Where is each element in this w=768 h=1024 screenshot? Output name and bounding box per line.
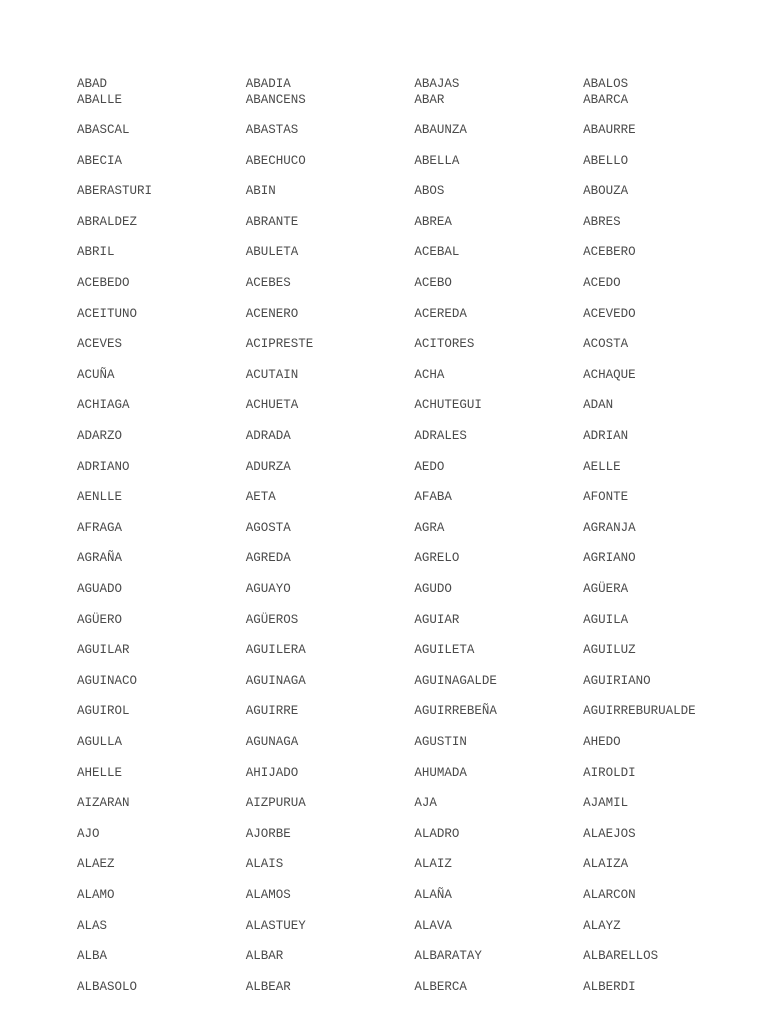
surname-entry: AGUIAR bbox=[414, 612, 460, 627]
surname-entry: ALADRO bbox=[414, 826, 460, 841]
surname-entry: AGUIRREBEÑA bbox=[414, 704, 497, 719]
surname-entry: ALBERCA bbox=[414, 979, 467, 994]
surname-entry: ABAURRE bbox=[583, 123, 636, 138]
surname-entry: ALARCON bbox=[583, 887, 636, 902]
surname-entry: AGUADO bbox=[77, 582, 123, 596]
list-row bbox=[77, 949, 757, 980]
surname-entry: ALBASOLO bbox=[77, 979, 138, 994]
surname-entry: AGUILAR bbox=[77, 643, 130, 658]
surname-entry: ABIN bbox=[245, 184, 276, 199]
surname-entry: ACEREDA bbox=[414, 306, 467, 321]
surname-entry: AENLLE bbox=[77, 490, 123, 505]
surname-entry: AHIJADO bbox=[245, 765, 299, 780]
list-row bbox=[77, 77, 757, 93]
surname-entry: AFABA bbox=[414, 490, 452, 505]
surname-entry: AGUILUZ bbox=[583, 643, 636, 658]
surname-entry: ACEBEDO bbox=[77, 276, 130, 291]
surname-entry: ABECHUCO bbox=[245, 153, 306, 168]
surname-entry: ABANCENS bbox=[245, 92, 306, 107]
surname-entry: ABRIL bbox=[77, 245, 115, 260]
surname-entry: AGUILERA bbox=[245, 643, 306, 658]
surname-entry: AETA bbox=[245, 490, 276, 505]
list-row bbox=[77, 551, 757, 582]
surname-entry: ACITORES bbox=[414, 337, 475, 352]
list-row bbox=[77, 184, 757, 215]
surname-entry: AGUIRRE bbox=[245, 704, 299, 719]
surname-entry: ALAÑA bbox=[414, 887, 452, 902]
surname-entry: AIROLDI bbox=[583, 765, 636, 780]
surname-entry: ABAJAS bbox=[414, 77, 460, 91]
surname-entry: AHEDO bbox=[583, 734, 621, 749]
surname-entry: ABASTAS bbox=[245, 123, 299, 138]
surname-entry: AGREDA bbox=[245, 551, 291, 566]
surname-entry: AGULLA bbox=[77, 734, 123, 749]
surname-entry: AFRAGA bbox=[77, 520, 123, 535]
surname-entry: AEDO bbox=[414, 459, 445, 474]
surname-entry: AIZPURUA bbox=[245, 796, 306, 811]
surname-entry: AGÜERA bbox=[583, 582, 629, 596]
surname-entry: AGRA bbox=[414, 520, 445, 535]
surname-entry: ABAUNZA bbox=[414, 123, 467, 138]
surname-entry: AFONTE bbox=[583, 490, 629, 505]
surname-entry: ADRALES bbox=[414, 429, 467, 444]
surname-entry: ACEDO bbox=[583, 276, 621, 291]
list-row bbox=[77, 643, 757, 674]
surname-entry: AJAMIL bbox=[583, 796, 629, 811]
surname-entry: ACHA bbox=[414, 367, 445, 382]
surname-entry: ACEBO bbox=[414, 276, 452, 291]
list-row bbox=[77, 460, 757, 491]
surname-entry: ACEBAL bbox=[414, 245, 460, 260]
surname-entry: ABERASTURI bbox=[77, 184, 153, 199]
surname-entry: AGUILETA bbox=[414, 643, 475, 658]
surname-entry: ALAVA bbox=[414, 918, 452, 933]
surname-entry: ABALLE bbox=[77, 92, 123, 107]
surname-entry: AHUMADA bbox=[414, 765, 467, 780]
list-row bbox=[77, 857, 757, 888]
surname-entry: AGOSTA bbox=[245, 520, 291, 535]
surname-entry: ACEVES bbox=[77, 337, 123, 352]
list-row bbox=[77, 674, 757, 705]
surname-entry: ABELLA bbox=[414, 153, 460, 168]
surname-entry: ACHUTEGUI bbox=[414, 398, 482, 413]
surname-entry: ABADIA bbox=[245, 77, 291, 91]
list-row bbox=[77, 704, 757, 735]
list-row bbox=[77, 490, 757, 521]
list-row bbox=[77, 123, 757, 154]
surname-entry: ABOS bbox=[414, 184, 445, 199]
surname-entry: AGÜEROS bbox=[245, 612, 299, 627]
surname-entry: ALAEJOS bbox=[583, 826, 636, 841]
surname-entry: AJO bbox=[77, 826, 100, 841]
list-row bbox=[77, 276, 757, 307]
list-row bbox=[77, 307, 757, 338]
surname-entry: ALBA bbox=[77, 949, 108, 964]
surname-entry: ACOSTA bbox=[583, 337, 629, 352]
surname-entry: AGUINACO bbox=[77, 673, 138, 688]
surname-entry: AJORBE bbox=[245, 826, 291, 841]
list-row bbox=[77, 154, 757, 185]
surname-entry: AGUILA bbox=[583, 612, 629, 627]
surname-entry: ABALOS bbox=[583, 77, 629, 91]
list-row bbox=[77, 582, 757, 613]
surname-entry: AGUNAGA bbox=[245, 734, 299, 749]
surname-entry: AGUSTIN bbox=[414, 734, 467, 749]
surname-entry: AGUINAGA bbox=[245, 673, 306, 688]
surname-entry: ALBARELLOS bbox=[583, 949, 659, 964]
surname-entry: ACEVEDO bbox=[583, 306, 636, 321]
surname-entry: ALBERDI bbox=[583, 979, 636, 994]
surname-entry: AGRELO bbox=[414, 551, 460, 566]
surname-entry: ABRALDEZ bbox=[77, 214, 138, 229]
surname-entry: ADRIAN bbox=[583, 429, 629, 444]
surname-entry: AGUIRIANO bbox=[583, 673, 651, 688]
surname-entry: AHELLE bbox=[77, 765, 123, 780]
list-row bbox=[77, 613, 757, 644]
surname-entry: ABREA bbox=[414, 214, 452, 229]
surname-entry: ACEITUNO bbox=[77, 306, 138, 321]
list-row bbox=[77, 368, 757, 399]
surname-entry: ABAD bbox=[77, 77, 108, 91]
surname-entry: ALAYZ bbox=[583, 918, 621, 933]
surname-entry: ADURZA bbox=[245, 459, 291, 474]
surname-entry: ABECIA bbox=[77, 153, 123, 168]
surname-entry: ALAIZA bbox=[583, 857, 629, 872]
surname-entry: ACUÑA bbox=[77, 367, 115, 382]
surname-entry: ABRES bbox=[583, 214, 621, 229]
surname-entry: ABARCA bbox=[583, 92, 629, 107]
surname-entry: AGRIANO bbox=[583, 551, 636, 566]
surname-entry: ABAR bbox=[414, 92, 445, 107]
surname-entry: ADAN bbox=[583, 398, 614, 413]
surname-entry: ACHUETA bbox=[245, 398, 299, 413]
surname-entry: ABASCAL bbox=[77, 123, 130, 138]
surname-entry: ALBARATAY bbox=[414, 949, 482, 964]
surname-entry: ABOUZA bbox=[583, 184, 629, 199]
list-row bbox=[77, 429, 757, 460]
list-row bbox=[77, 337, 757, 368]
surname-entry: AGUIROL bbox=[77, 704, 130, 719]
surname-entry: ACENERO bbox=[245, 306, 299, 321]
surname-entry: AELLE bbox=[583, 459, 621, 474]
list-row bbox=[77, 796, 757, 827]
surname-entry: ACEBES bbox=[245, 276, 291, 291]
surname-entry: ALBAR bbox=[245, 949, 284, 964]
list-row bbox=[77, 766, 757, 797]
surname-entry: ALAIS bbox=[245, 857, 284, 872]
surname-list bbox=[77, 77, 757, 1010]
list-row bbox=[77, 521, 757, 552]
surname-entry: ACHIAGA bbox=[77, 398, 130, 413]
surname-entry: AGÜERO bbox=[77, 612, 123, 627]
surname-entry: ACEBERO bbox=[583, 245, 636, 260]
surname-entry: ALAIZ bbox=[414, 857, 452, 872]
list-row bbox=[77, 93, 757, 124]
list-row bbox=[77, 888, 757, 919]
surname-entry: ABRANTE bbox=[245, 214, 299, 229]
list-row bbox=[77, 735, 757, 766]
surname-entry: ABELLO bbox=[583, 153, 629, 168]
surname-entry: AIZARAN bbox=[77, 796, 130, 811]
surname-entry: ADRADA bbox=[245, 429, 291, 444]
surname-entry: ACIPRESTE bbox=[245, 337, 314, 352]
surname-entry: AGUIRREBURUALDE bbox=[583, 704, 696, 719]
surname-entry: ABULETA bbox=[245, 245, 299, 260]
surname-entry: ALAS bbox=[77, 918, 108, 933]
list-row bbox=[77, 398, 757, 429]
surname-entry: AGRAÑA bbox=[77, 551, 123, 566]
surname-entry: ALBEAR bbox=[245, 979, 291, 994]
list-row bbox=[77, 215, 757, 246]
surname-entry: ADARZO bbox=[77, 429, 123, 444]
surname-entry: AGUAYO bbox=[245, 582, 291, 596]
surname-entry: ACHAQUE bbox=[583, 367, 636, 382]
surname-entry: ALASTUEY bbox=[245, 918, 306, 933]
surname-entry: AGRANJA bbox=[583, 520, 636, 535]
list-row bbox=[77, 827, 757, 858]
surname-entry: ALAMOS bbox=[245, 887, 291, 902]
surname-entry: ALAMO bbox=[77, 887, 115, 902]
surname-entry: ACUTAIN bbox=[245, 367, 299, 382]
list-row bbox=[77, 919, 757, 950]
list-row bbox=[77, 980, 757, 1011]
surname-entry: AGUDO bbox=[414, 582, 452, 596]
surname-entry: ALAEZ bbox=[77, 857, 115, 872]
surname-entry: AJA bbox=[414, 796, 437, 811]
list-row bbox=[77, 245, 757, 276]
surname-entry: ADRIANO bbox=[77, 459, 130, 474]
surname-entry: AGUINAGALDE bbox=[414, 673, 497, 688]
